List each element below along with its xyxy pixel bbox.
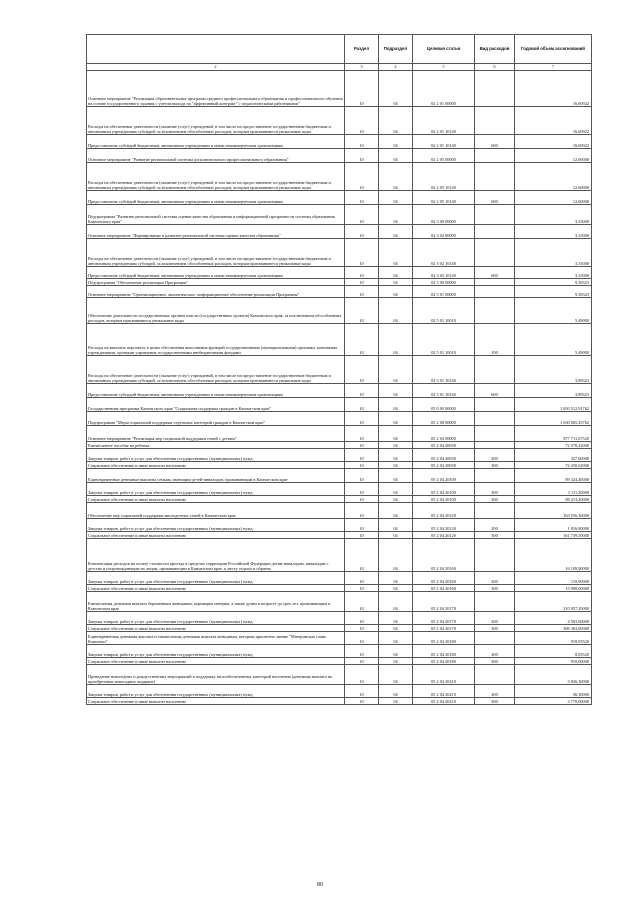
row-podrazdel-cell: 04	[379, 539, 413, 572]
row-amount-cell: 1 111,20000	[515, 483, 592, 496]
row-target-article-cell: 02 3 02 10140	[413, 239, 475, 267]
row-expense-type-cell	[475, 149, 515, 163]
row-podrazdel-cell: 04	[379, 585, 413, 592]
table-row	[87, 279, 592, 286]
row-podrazdel-cell: 04	[379, 625, 413, 632]
row-razdel-cell: 10	[345, 496, 379, 503]
row-target-article-cell: 05 2 04 20160	[413, 539, 475, 572]
row-amount-cell: 3 826,30000	[515, 665, 592, 685]
row-razdel-cell: 10	[345, 279, 379, 286]
table-row	[87, 483, 592, 496]
row-podrazdel-cell: 04	[379, 698, 413, 705]
row-target-article-cell: 05 2 04 20100	[413, 483, 475, 496]
row-razdel-cell: 10	[345, 107, 379, 135]
row-podrazdel-cell: 04	[379, 279, 413, 286]
row-amount-cell: 163 556,30000	[515, 503, 592, 519]
col-num-6: 6	[475, 64, 515, 71]
row-target-article-cell: 05 2 04 20120	[413, 532, 475, 539]
row-amount-cell: 16,60922	[515, 107, 592, 135]
row-name-cell: Социальное обеспечение и иные выплаты населению	[87, 585, 345, 592]
row-razdel-cell: 10	[345, 135, 379, 149]
row-amount-cell: 89 324,40000	[515, 469, 592, 483]
row-name-cell: Подпрограмма "Обеспечение реализации Программы"	[87, 279, 345, 286]
row-target-article-cell: 02 2 01 10140	[413, 107, 475, 135]
row-expense-type-cell	[475, 225, 515, 239]
table-row	[87, 324, 592, 356]
row-podrazdel-cell: 04	[379, 483, 413, 496]
row-podrazdel-cell: 04	[379, 267, 413, 279]
col-header-expense-type: Вид расходов	[475, 35, 515, 64]
row-name-cell: Обеспечение мер социальной поддержки многодетных семей в Камчатском крае	[87, 503, 345, 519]
row-expense-type-cell: 300	[475, 585, 515, 592]
row-expense-type-cell	[475, 632, 515, 645]
row-amount-cell: 910,00000	[515, 658, 592, 665]
table-row	[87, 384, 592, 398]
row-podrazdel-cell: 04	[379, 469, 413, 483]
column-number-row	[87, 64, 592, 71]
row-name-cell: Социальное обеспечение и иные выплаты населению	[87, 698, 345, 705]
row-amount-cell: 3,33000	[515, 239, 592, 267]
table-row	[87, 149, 592, 163]
row-podrazdel-cell: 04	[379, 496, 413, 503]
row-target-article-cell: 05 2 00 00000	[413, 412, 475, 426]
col-header-name	[87, 35, 345, 64]
row-amount-cell: 72 250,62000	[515, 462, 592, 469]
row-name-cell: Социальное обеспечение и иные выплаты населению	[87, 532, 345, 539]
col-num-7: 7	[515, 64, 592, 71]
row-razdel-cell: 10	[345, 685, 379, 698]
row-razdel-cell: 10	[345, 384, 379, 398]
row-target-article-cell: 02 2 01 00000	[413, 71, 475, 107]
header-row	[87, 35, 592, 64]
row-podrazdel-cell: 04	[379, 286, 413, 298]
table-row	[87, 449, 592, 462]
col-header-annual-amount: Годовой объем ассигнований	[515, 35, 592, 64]
row-razdel-cell: 10	[345, 449, 379, 462]
row-amount-cell: 8,05520	[515, 645, 592, 658]
row-amount-cell: 327,60000	[515, 449, 592, 462]
table-row	[87, 539, 592, 572]
row-podrazdel-cell: 04	[379, 71, 413, 107]
row-target-article-cell: 02 3 02 10140	[413, 267, 475, 279]
row-razdel-cell: 10	[345, 585, 379, 592]
row-name-cell: Обеспечение деятельности государственных органов власти (государственных органов) Камчатского края, за исключением обособленных расходов, которым присваиваются уникальные коды	[87, 298, 345, 324]
row-podrazdel-cell: 04	[379, 107, 413, 135]
table-row	[87, 496, 592, 503]
row-name-cell: Основное мероприятие "Формирование и развитие региональной системы оценки качества образования"	[87, 225, 345, 239]
row-name-cell: Проведение новогодних и рождественских мероприятий в поддержку малообеспеченных категорий населения (денежная выплата на приобретение новогодних подарков)	[87, 665, 345, 685]
row-target-article-cell: 05 2 04 20170	[413, 625, 475, 632]
col-num-3: 3	[345, 64, 379, 71]
table-row	[87, 298, 592, 324]
table-row	[87, 71, 592, 107]
table-row	[87, 572, 592, 585]
table-row	[87, 469, 592, 483]
row-target-article-cell: 02 5 01 10010	[413, 324, 475, 356]
row-target-article-cell: 05 2 04 20170	[413, 592, 475, 612]
row-razdel-cell: 10	[345, 665, 379, 685]
row-expense-type-cell: 100	[475, 324, 515, 356]
row-expense-type-cell: 200	[475, 572, 515, 585]
row-expense-type-cell	[475, 503, 515, 519]
row-razdel-cell: 10	[345, 698, 379, 705]
row-razdel-cell: 10	[345, 442, 379, 449]
row-podrazdel-cell: 04	[379, 462, 413, 469]
row-amount-cell: 56,30000	[515, 685, 592, 698]
row-name-cell: Предоставление субсидий бюджетным, автономным учреждениям и иным некоммерческим организациям	[87, 267, 345, 279]
table-row	[87, 239, 592, 267]
row-name-cell: Социальное обеспечение и иные выплаты населению	[87, 658, 345, 665]
row-expense-type-cell	[475, 412, 515, 426]
row-name-cell: Компенсация расходов на оплату стоимости проезда в пределах территории Российской Федерации детям-инвалидам, инвалидам с детства и сопровождающим их лицам, проживающим в Камчатском крае, к месту отдыха и обратно	[87, 539, 345, 572]
row-podrazdel-cell: 04	[379, 449, 413, 462]
col-num-4: 4	[379, 64, 413, 71]
row-razdel-cell: 10	[345, 71, 379, 107]
row-expense-type-cell: 300	[475, 658, 515, 665]
row-podrazdel-cell: 04	[379, 612, 413, 625]
row-target-article-cell: 05 2 04 20100	[413, 496, 475, 503]
row-podrazdel-cell: 04	[379, 163, 413, 191]
row-name-cell: Закупка товаров, работ и услуг для обеспечения государственных (муниципальных) нужд	[87, 519, 345, 532]
row-expense-type-cell: 300	[475, 625, 515, 632]
row-podrazdel-cell: 04	[379, 519, 413, 532]
table-row	[87, 135, 592, 149]
row-podrazdel-cell: 04	[379, 665, 413, 685]
row-expense-type-cell: 300	[475, 462, 515, 469]
row-razdel-cell: 10	[345, 592, 379, 612]
row-podrazdel-cell: 04	[379, 503, 413, 519]
row-amount-cell: 3,33000	[515, 225, 592, 239]
row-amount-cell: 161 739,50000	[515, 532, 592, 539]
table-body	[87, 71, 592, 705]
row-target-article-cell: 05 2 04 20170	[413, 612, 475, 625]
row-amount-cell: 15 990,00000	[515, 585, 592, 592]
table-row	[87, 398, 592, 412]
row-name-cell: Основное мероприятие "Организационное, аналитическое, информационное обеспечение реализации Программы"	[87, 286, 345, 298]
row-amount-cell: 12,60000	[515, 149, 592, 163]
row-amount-cell: 12,60000	[515, 191, 592, 205]
row-razdel-cell: 10	[345, 539, 379, 572]
row-razdel-cell: 10	[345, 519, 379, 532]
table-row	[87, 426, 592, 442]
row-razdel-cell: 10	[345, 632, 379, 645]
row-expense-type-cell: 600	[475, 191, 515, 205]
page-number: 80	[317, 882, 323, 888]
table-row	[87, 665, 592, 685]
table-row	[87, 532, 592, 539]
row-podrazdel-cell: 04	[379, 412, 413, 426]
row-expense-type-cell	[475, 356, 515, 384]
row-razdel-cell: 10	[345, 483, 379, 496]
row-name-cell: Основное мероприятие "Реализация мер социальной поддержки семей с детьми"	[87, 426, 345, 442]
row-razdel-cell: 10	[345, 267, 379, 279]
row-name-cell: Закупка товаров, работ и услуг для обеспечения государственных (муниципальных) нужд	[87, 612, 345, 625]
row-razdel-cell: 10	[345, 426, 379, 442]
row-expense-type-cell	[475, 71, 515, 107]
row-name-cell: Расходы на обеспечение деятельности (оказание услуг) учреждений, в том числе на предоставление государственным бюджетным и автономным учреждениям субсидий, за исключением обособленных расходов, которым присваиваются уникальные коды	[87, 107, 345, 135]
row-name-cell: Ежемесячная денежная выплата беременным женщинам, кормящим матерям, а также детям в возрасте до трех лет, проживающим в Камчатском крае	[87, 592, 345, 612]
row-target-article-cell: 02 2 05 10140	[413, 191, 475, 205]
table-row	[87, 356, 592, 384]
row-name-cell: Ежемесячное пособие на ребенка	[87, 442, 345, 449]
row-target-article-cell: 02 2 05 10140	[413, 163, 475, 191]
row-name-cell: Социальное обеспечение и иные выплаты населению	[87, 496, 345, 503]
row-name-cell: Закупка товаров, работ и услуг для обеспечения государственных (муниципальных) нужд	[87, 572, 345, 585]
row-expense-type-cell: 600	[475, 267, 515, 279]
row-target-article-cell: 05 0 00 00000	[413, 398, 475, 412]
row-expense-type-cell: 200	[475, 449, 515, 462]
col-num-5: 5	[413, 64, 475, 71]
row-expense-type-cell	[475, 205, 515, 225]
row-amount-cell: 3,89323	[515, 356, 592, 384]
row-amount-cell: 5,49000	[515, 324, 592, 356]
row-amount-cell: 9,38323	[515, 286, 592, 298]
row-razdel-cell: 10	[345, 225, 379, 239]
table-row	[87, 267, 592, 279]
row-name-cell: Закупка товаров, работ и услуг для обеспечения государственных (муниципальных) нужд	[87, 483, 345, 496]
row-expense-type-cell	[475, 592, 515, 612]
row-target-article-cell: 05 2 04 20100	[413, 469, 475, 483]
row-expense-type-cell	[475, 163, 515, 191]
row-podrazdel-cell: 04	[379, 426, 413, 442]
table-row	[87, 286, 592, 298]
row-expense-type-cell	[475, 107, 515, 135]
row-podrazdel-cell: 04	[379, 532, 413, 539]
row-razdel-cell: 10	[345, 191, 379, 205]
budget-table-sheet	[86, 34, 591, 705]
row-razdel-cell: 10	[345, 645, 379, 658]
row-podrazdel-cell: 04	[379, 356, 413, 384]
row-target-article-cell: 02 2 05 00000	[413, 149, 475, 163]
col-header-podrazdel: Подраздел	[379, 35, 413, 64]
col-header-razdel: Раздел	[345, 35, 379, 64]
row-podrazdel-cell: 04	[379, 135, 413, 149]
row-expense-type-cell: 200	[475, 519, 515, 532]
row-razdel-cell: 10	[345, 572, 379, 585]
row-razdel-cell: 10	[345, 503, 379, 519]
row-expense-type-cell: 200	[475, 483, 515, 496]
table-row	[87, 191, 592, 205]
row-podrazdel-cell: 04	[379, 632, 413, 645]
row-name-cell: Основное мероприятие "Развитие региональной системы дополнительного профессионального образования"	[87, 149, 345, 163]
row-name-cell: Государственная программа Камчатского края "Социальная поддержка граждан в Камчатском крае"	[87, 398, 345, 412]
row-name-cell: Расходы на обеспечение деятельности (оказание услуг) учреждений, в том числе на предоставление государственным бюджетным и автономным учреждениям субсидий, за исключением обособленных расходов, которым присваиваются уникальные коды	[87, 356, 345, 384]
row-name-cell: Подпрограмма "Развитие региональной системы оценки качества образования и информационной прозрачности системы образования Камчатского края"	[87, 205, 345, 225]
row-name-cell: Расходы на обеспечение деятельности (оказание услуг) учреждений, в том числе на предоставление государственным бюджетным и автономным учреждениям субсидий, за исключением обособленных расходов, которым присваиваются уникальные коды	[87, 163, 345, 191]
row-amount-cell: 72 578,22000	[515, 442, 592, 449]
row-target-article-cell: 05 2 04 20160	[413, 572, 475, 585]
row-name-cell: Единовременная денежная выплата и ежемесячная денежная выплата женщинам, которым присвоено звание "Материнская слава Камчатки"	[87, 632, 345, 645]
row-podrazdel-cell: 04	[379, 592, 413, 612]
row-expense-type-cell: 300	[475, 698, 515, 705]
row-amount-cell: 16,60922	[515, 135, 592, 149]
row-razdel-cell: 10	[345, 658, 379, 665]
row-podrazdel-cell: 04	[379, 384, 413, 398]
row-target-article-cell: 05 2 04 00000	[413, 426, 475, 442]
table-row	[87, 519, 592, 532]
row-name-cell: Социальное обеспечение и иные выплаты населению	[87, 625, 345, 632]
row-podrazdel-cell: 04	[379, 324, 413, 356]
row-target-article-cell: 02 5 00 00000	[413, 279, 475, 286]
row-expense-type-cell	[475, 539, 515, 572]
row-target-article-cell: 05 2 04 20180	[413, 658, 475, 665]
row-name-cell: Единовременные денежные выплаты семьям, имеющим детей-инвалидов, проживающим в Камчатском крае	[87, 469, 345, 483]
row-razdel-cell: 10	[345, 205, 379, 225]
row-expense-type-cell	[475, 279, 515, 286]
row-target-article-cell: 02 5 01 00000	[413, 286, 475, 298]
row-expense-type-cell: 200	[475, 685, 515, 698]
row-name-cell: Расходы на обеспечение деятельности (оказание услуг) учреждений, в том числе на предоставление государственным бюджетным и автономным учреждениям субсидий, за исключением обособленных расходов, которым присваиваются уникальные коды	[87, 239, 345, 267]
row-razdel-cell: 10	[345, 286, 379, 298]
table-row	[87, 225, 592, 239]
col-num-2: 2	[87, 64, 345, 71]
row-expense-type-cell	[475, 442, 515, 449]
row-name-cell: Социальное обеспечение и иные выплаты населению	[87, 462, 345, 469]
row-target-article-cell: 05 2 04 20120	[413, 519, 475, 532]
row-target-article-cell: 02 2 01 10140	[413, 135, 475, 149]
table-row	[87, 685, 592, 698]
row-expense-type-cell	[475, 398, 515, 412]
row-target-article-cell: 02 5 01 10140	[413, 384, 475, 398]
row-expense-type-cell	[475, 426, 515, 442]
table-row	[87, 612, 592, 625]
row-target-article-cell: 05 2 04 20210	[413, 665, 475, 685]
row-razdel-cell: 10	[345, 469, 379, 483]
table-row	[87, 163, 592, 191]
row-target-article-cell: 05 2 04 20030	[413, 462, 475, 469]
row-amount-cell: 3,33000	[515, 267, 592, 279]
row-target-article-cell: 05 2 04 20210	[413, 698, 475, 705]
row-target-article-cell: 05 2 04 20180	[413, 632, 475, 645]
row-razdel-cell: 10	[345, 612, 379, 625]
row-amount-cell: 16 109,90000	[515, 539, 592, 572]
table-row	[87, 412, 592, 426]
row-podrazdel-cell: 04	[379, 191, 413, 205]
row-expense-type-cell: 200	[475, 612, 515, 625]
row-amount-cell: 16,60922	[515, 71, 592, 107]
row-name-cell: Подпрограмма "Меры социальной поддержки отдельных категорий граждан в Камчатском крае"	[87, 412, 345, 426]
row-name-cell: Основное мероприятие "Реализация образовательных программ среднего профессионального образования и профессионального обучения на основе государственного задания с учетом выхода на "эффективный контракт" с педагогическими работниками"	[87, 71, 345, 107]
row-amount-cell: 9,38323	[515, 279, 592, 286]
table-row	[87, 592, 592, 612]
table-row	[87, 462, 592, 469]
row-target-article-cell: 02 3 00 00000	[413, 205, 475, 225]
table-row	[87, 585, 592, 592]
row-expense-type-cell	[475, 286, 515, 298]
row-amount-cell: 119,90000	[515, 572, 592, 585]
row-razdel-cell: 10	[345, 532, 379, 539]
row-expense-type-cell: 600	[475, 384, 515, 398]
table-row	[87, 632, 592, 645]
row-expense-type-cell	[475, 665, 515, 685]
row-podrazdel-cell: 04	[379, 298, 413, 324]
row-amount-cell: 12,60000	[515, 163, 592, 191]
row-amount-cell: 3 770,00000	[515, 698, 592, 705]
row-podrazdel-cell: 04	[379, 572, 413, 585]
row-expense-type-cell: 300	[475, 496, 515, 503]
table-row	[87, 107, 592, 135]
table-row	[87, 645, 592, 658]
table-row	[87, 698, 592, 705]
row-amount-cell: 88 213,20000	[515, 496, 592, 503]
row-expense-type-cell	[475, 469, 515, 483]
row-name-cell: Расходы на выплаты персоналу в целях обеспечения выполнения функций государственными (муниципальными) органами, казенными учреждениями, органами управления государственными внебюджетными фондами	[87, 324, 345, 356]
table-row	[87, 625, 592, 632]
row-target-article-cell: 02 3 02 00000	[413, 225, 475, 239]
row-name-cell: Закупка товаров, работ и услуг для обеспечения государственных (муниципальных) нужд	[87, 685, 345, 698]
row-target-article-cell: 05 2 04 20120	[413, 503, 475, 519]
row-amount-cell: 5,49000	[515, 298, 592, 324]
row-podrazdel-cell: 04	[379, 442, 413, 449]
row-razdel-cell: 10	[345, 324, 379, 356]
row-amount-cell: 3,89323	[515, 384, 592, 398]
table-row	[87, 503, 592, 519]
row-expense-type-cell	[475, 239, 515, 267]
row-name-cell: Закупка товаров, работ и услуг для обеспечения государственных (муниципальных) нужд	[87, 449, 345, 462]
row-name-cell: Предоставление субсидий бюджетным, автономным учреждениям и иным некоммерческим организациям	[87, 384, 345, 398]
row-target-article-cell: 02 5 01 10010	[413, 298, 475, 324]
row-expense-type-cell: 600	[475, 135, 515, 149]
row-razdel-cell: 10	[345, 149, 379, 163]
row-name-cell: Закупка товаров, работ и услуг для обеспечения государственных (муниципальных) нужд	[87, 645, 345, 658]
budget-allocation-table	[86, 34, 592, 705]
col-header-target-article: Целевая статья	[413, 35, 475, 64]
row-target-article-cell: 05 2 04 20160	[413, 585, 475, 592]
table-row	[87, 442, 592, 449]
row-target-article-cell: 05 2 04 20030	[413, 442, 475, 449]
row-podrazdel-cell: 04	[379, 239, 413, 267]
row-expense-type-cell	[475, 298, 515, 324]
row-podrazdel-cell: 04	[379, 645, 413, 658]
row-expense-type-cell: 300	[475, 532, 515, 539]
row-amount-cell: 1 816,80000	[515, 519, 592, 532]
row-razdel-cell: 10	[345, 239, 379, 267]
row-name-cell: Предоставление субсидий бюджетным, автономным учреждениям и иным некоммерческим организациям	[87, 135, 345, 149]
row-razdel-cell: 10	[345, 412, 379, 426]
row-razdel-cell: 10	[345, 462, 379, 469]
row-target-article-cell: 05 2 04 20210	[413, 685, 475, 698]
row-razdel-cell: 10	[345, 625, 379, 632]
row-razdel-cell: 10	[345, 356, 379, 384]
row-target-article-cell: 02 5 01 10140	[413, 356, 475, 384]
row-expense-type-cell: 200	[475, 645, 515, 658]
row-podrazdel-cell: 04	[379, 398, 413, 412]
row-amount-cell: 4 593,60000	[515, 612, 592, 625]
row-podrazdel-cell: 04	[379, 225, 413, 239]
row-razdel-cell: 10	[345, 163, 379, 191]
row-podrazdel-cell: 04	[379, 658, 413, 665]
row-target-article-cell: 05 2 04 20030	[413, 449, 475, 462]
row-podrazdel-cell: 04	[379, 685, 413, 698]
row-name-cell: Предоставление субсидий бюджетным, автономным учреждениям и иным некоммерческим организациям	[87, 191, 345, 205]
table-row	[87, 658, 592, 665]
row-razdel-cell: 10	[345, 398, 379, 412]
row-amount-cell: 310 957,20000	[515, 592, 592, 612]
row-amount-cell: 3,33000	[515, 205, 592, 225]
row-amount-cell: 306 363,60000	[515, 625, 592, 632]
row-target-article-cell: 05 2 04 20180	[413, 645, 475, 658]
row-podrazdel-cell: 04	[379, 205, 413, 225]
row-amount-cell: 1 650 512,91762	[515, 398, 592, 412]
row-amount-cell: 877 711,67520	[515, 426, 592, 442]
table-row	[87, 205, 592, 225]
row-razdel-cell: 10	[345, 298, 379, 324]
row-amount-cell: 1 630 065,43762	[515, 412, 592, 426]
row-amount-cell: 918,05520	[515, 632, 592, 645]
row-podrazdel-cell: 04	[379, 149, 413, 163]
